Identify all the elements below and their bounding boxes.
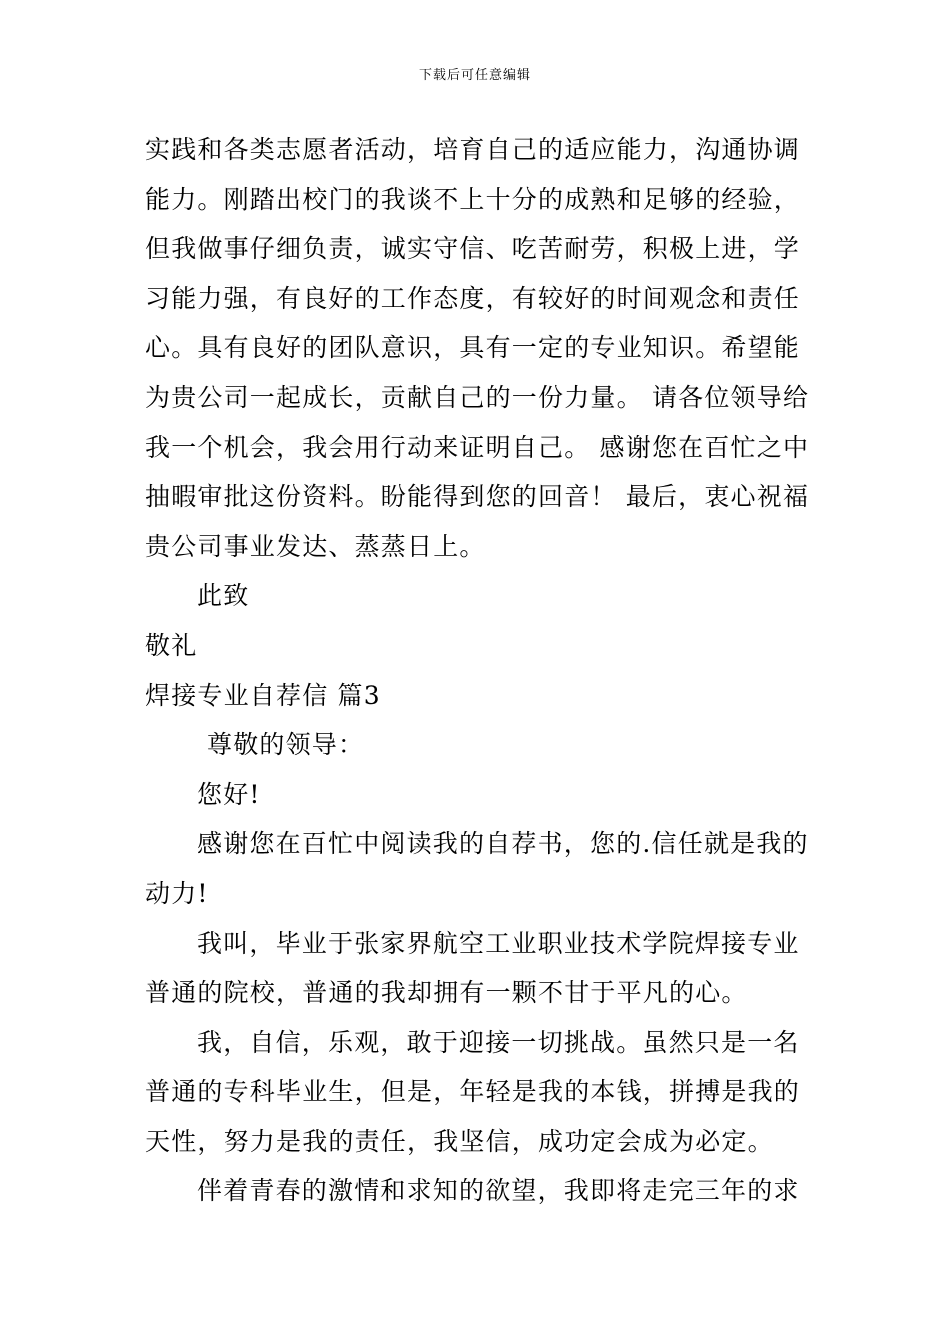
text-line: 普通的专科毕业生，但是，年轻是我的本钱，拼搏是我的 — [145, 1077, 801, 1107]
text-line: 伴着青春的激情和求知的欲望，我即将走完三年的求 — [197, 1176, 800, 1206]
text-line: 心。具有良好的团队意识，具有一定的专业知识。希望能 — [145, 333, 801, 363]
text-line: 抽暇审批这份资料。盼能得到您的回音！ 最后，衷心祝福 — [145, 482, 810, 512]
greeting-hello: 您好! — [197, 779, 261, 809]
document-body — [145, 125, 810, 1216]
text-line: 感谢您在百忙中阅读我的自荐书，您的.信任就是我的 — [197, 829, 809, 859]
text-line: 我叫，毕业于张家界航空工业职业技术学院焊接专业 — [197, 928, 800, 958]
text-line: 能力。刚踏出校门的我谈不上十分的成熟和足够的经验， — [145, 184, 801, 214]
page-header: 下载后可任意编辑 — [418, 68, 531, 83]
text-line: 天性，努力是我的责任，我坚信，成功定会成为必定。 — [145, 1126, 774, 1156]
section-title: 焊接专业自荐信 篇3 — [145, 680, 381, 710]
text-line: 实践和各类志愿者活动，培育自己的适应能力，沟通协调 — [145, 135, 801, 164]
closing-regards: 敬礼 — [145, 630, 198, 660]
text-line: 我一个机会，我会用行动来证明自己。 感谢您在百忙之中 — [145, 432, 810, 462]
text-line: 但我做事仔细负责，诚实守信、吃苦耐劳，积极上进，学 — [145, 234, 801, 264]
greeting-line: 尊敬的领导： — [207, 730, 365, 760]
text-line: 贵公司事业发达、蒸蒸日上。 — [145, 531, 486, 561]
text-line: 普通的院校，普通的我却拥有一颗不甘于平凡的心。 — [145, 978, 748, 1008]
closing-salutation: 此致 — [197, 581, 250, 611]
text-line: 为贵公司一起成长，贡献自己的一份力量。 请各位领导给 — [145, 382, 810, 412]
text-line: 动力! — [145, 878, 209, 908]
text-line: 习能力强，有良好的工作态度，有较好的时间观念和责任 — [145, 283, 801, 313]
text-line: 我，自信，乐观，敢于迎接一切挑战。虽然只是一名 — [197, 1027, 800, 1057]
